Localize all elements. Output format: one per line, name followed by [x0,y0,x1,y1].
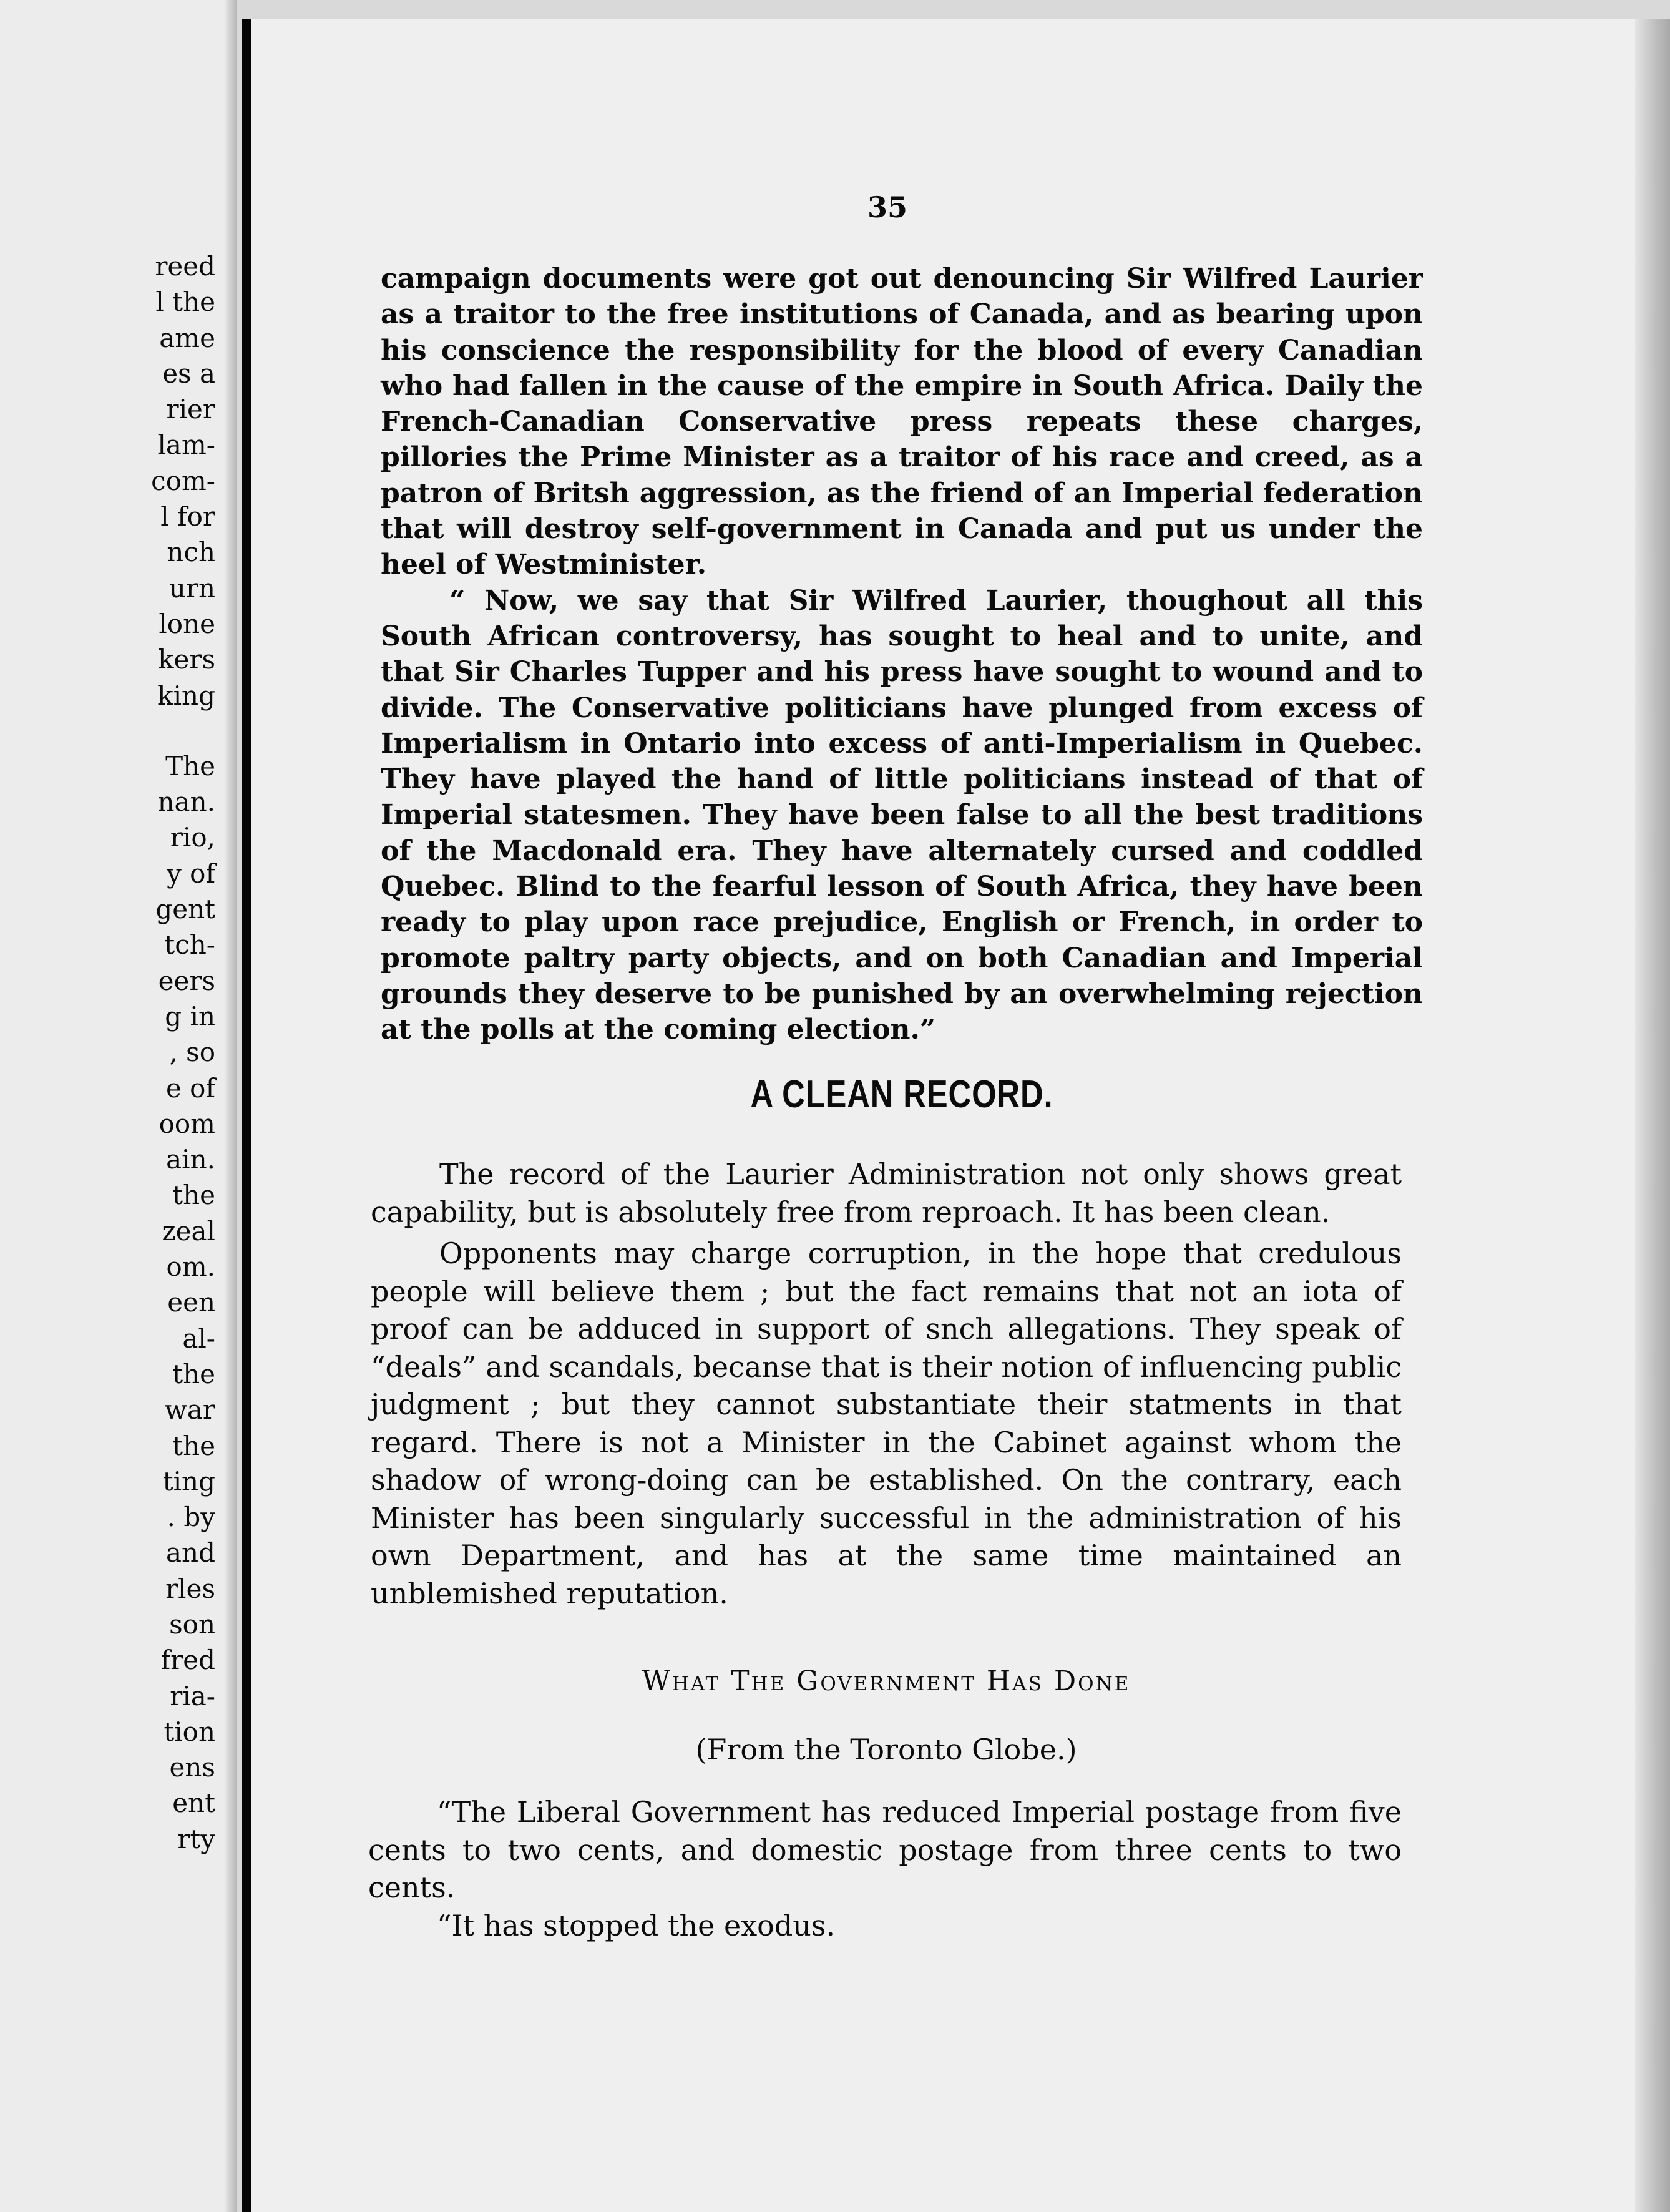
facing-page-line: com- [151,465,215,496]
facing-page-line: king [157,680,215,711]
facing-page-line: y of [167,858,215,889]
facing-page-line: oom [159,1108,215,1139]
facing-page-line: war [164,1394,215,1426]
globe-quotation [368,1793,1402,1944]
facing-page-line: gent [155,894,215,925]
facing-page-line: ame [159,322,215,353]
facing-page-line: es a [162,358,215,389]
facing-page-line: rty [177,1823,215,1854]
subsection-heading: What The Government Has Done [642,1665,1131,1697]
continued-quotation [381,261,1423,1048]
body-paragraph: “It has stopped the exodus. [437,1908,836,1942]
facing-page-line: om. [166,1251,215,1283]
facing-page-line: reed [155,251,215,281]
facing-page-line: eers [158,965,215,996]
facing-page-line: the [172,1358,215,1389]
facing-page-line: nch [167,537,215,568]
facing-page-line: son [169,1608,215,1640]
body-paragraph: “The Liberal Government has reduced Imperial postage from five cents to two cents, and domestic postage from three cents to two cents. [368,1795,1402,1904]
facing-page-line: ens [169,1752,215,1783]
quote-paragraph: “ Now, we say that Sir Wilfred Laurier, thoughout all this South African controversy, has sought to heal and to unite, and that Sir Charles Tupper and his press have sought to wound and to divide. The Conservative politicians have plunged from excess of Imperialism in Ontario into excess of anti-Imperialism in Quebec. They have played the hand of little politicians instead of that of Imperial statesmen. They have been false to all the best traditions of the Macdonald era. They have alternately cursed and coddled Quebec. Blind to the fearful lesson of South Africa, they have been ready to play upon race prejudice, English or French, in order to promote paltry party objects, and on both Canadian and Imperial grounds they deserve to be punished by an overwhelming rejection at the polls at the coming election.” [381,584,1423,1046]
facing-page-line: rles [165,1573,215,1604]
facing-page-line: ria- [170,1680,215,1711]
gutter-shadow [225,0,237,2212]
facing-page-line: l the [155,286,215,318]
facing-page-line: The [165,750,215,781]
facing-page-line: ain. [166,1144,215,1175]
facing-page-line: ent [172,1788,215,1819]
facing-page-line: rio, [170,822,215,853]
facing-page-line: fred [160,1645,215,1676]
facing-page-line: een [167,1287,215,1318]
facing-page-line: tion [164,1716,215,1747]
facing-page-line: and [166,1537,215,1568]
facing-page-line: tch- [164,929,215,961]
facing-page-line: l for [160,501,215,532]
facing-page-line: , so [169,1037,215,1068]
facing-page-line: the [172,1430,215,1461]
page-edge-shadow [1635,19,1670,2212]
facing-page-line: ting [162,1466,215,1497]
facing-page-line: nan. [157,786,215,818]
facing-page-line: lam- [157,429,215,461]
facing-page-line: the [172,1180,215,1211]
facing-page-fragment [0,0,237,2212]
facing-page-line: kers [158,644,215,675]
facing-page-line: . by [167,1502,215,1533]
facing-page-line: zeal [162,1215,215,1246]
binding-edge [242,19,251,2212]
facing-page-line: e of [165,1072,215,1104]
facing-page-line: lone [159,608,215,639]
facing-page-line: rier [166,394,215,425]
source-attribution: (From the Toronto Globe.) [695,1733,1077,1766]
facing-page-line: urn [168,572,215,604]
section-heading: A CLEAN RECORD. [750,1073,1053,1116]
quote-paragraph: campaign documents were got out denouncing Sir Wilfred Laurier as a traitor to the free institutions of Canada, and as bearing upon his conscience the responsibility for the blood of every Canadian who had fallen in the cause of the empire in South Africa. Daily the French-Canadian Conservative press repeats these charges, pillories the Prime Minister as a traitor of his race and creed, as a patron of Britsh aggression, as the friend of an Imperial federation that will destroy self-government in Canada and put us under the heel of Westminister. [381,263,1423,581]
clean-record-body [371,1155,1402,1612]
page-number: 35 [867,190,908,224]
facing-page-line: g in [165,1001,215,1032]
facing-page-line: al- [182,1323,215,1354]
body-paragraph: The record of the Laurier Administration not only shows great capability, but is absolutely free from reproach. It has been clean. [371,1157,1402,1229]
facing-page-line-fragments [0,248,215,1857]
body-paragraph: Opponents may charge corruption, in the hope that credulous people will believe them ; but the fact remains that not an iota of proof can be adduced in support of snch allegations. They speak of “deals” and scandals, becanse that is their notion of influencing public judgment ; but they cannot substantiate their statments in that regard. There is not a Minister in the Cabinet against whom the shadow of wrong-doing can be established. On the contrary, each Minister has been singularly successful in the administration of his own Department, and has at the same time maintained an unblemished reputation. [371,1236,1402,1610]
